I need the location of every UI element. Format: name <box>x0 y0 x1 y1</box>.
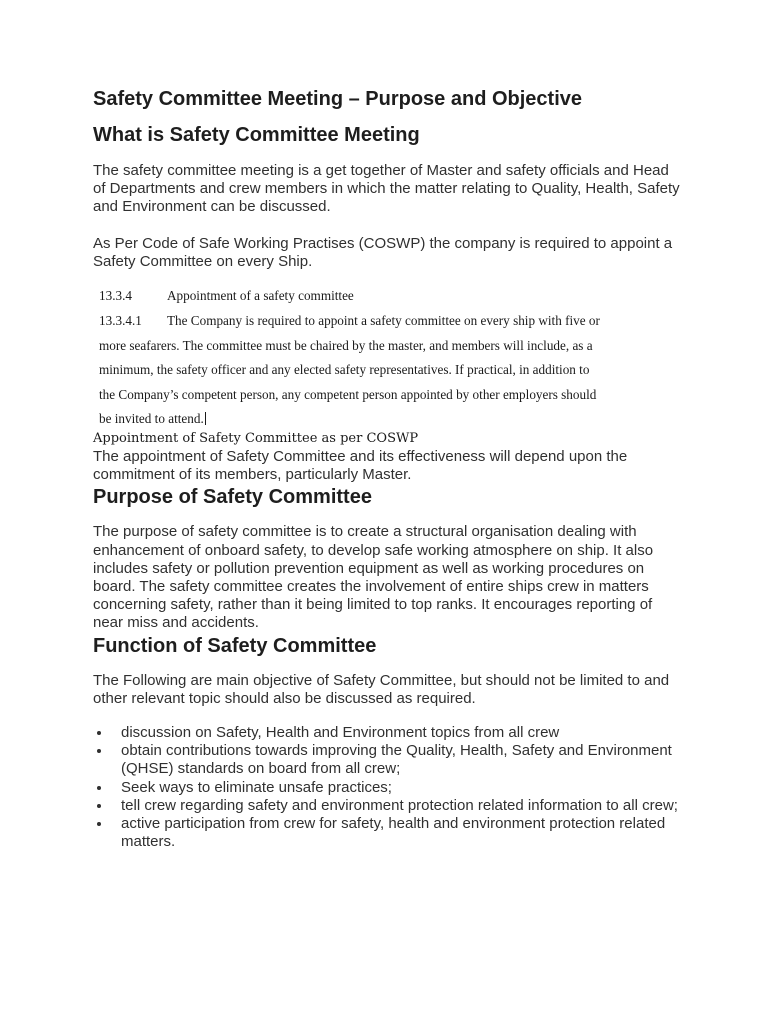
heading-function: Function of Safety Committee <box>93 634 377 657</box>
bullet-icon <box>97 804 101 808</box>
excerpt-line: minimum, the safety officer and any elected safety representatives. If practical, in addition to <box>99 362 590 378</box>
list-item: discussion on Safety, Health and Environment topics from all crew <box>93 724 683 742</box>
list-item: obtain contributions towards improving the Quality, Health, Safety and Environment (QHSE) standards on board from all crew; <box>93 742 683 778</box>
excerpt-line: be invited to attend. <box>99 411 204 427</box>
list-item: Seek ways to eliminate unsafe practices; <box>93 779 683 797</box>
excerpt-section-title: Appointment of a safety committee <box>167 288 354 304</box>
heading-purpose: Purpose of Safety Committee <box>93 486 372 509</box>
excerpt-section-number: 13.3.4 <box>99 288 132 304</box>
text-cursor <box>205 412 206 425</box>
paragraph-coswp: As Per Code of Safe Working Practises (COSWP) the company is required to appoint a Safety Committee on every Ship. <box>93 234 673 270</box>
bullet-icon <box>97 749 101 753</box>
list-item: active participation from crew for safety, health and environment protection related matters. <box>93 815 683 851</box>
excerpt-line: 13.3.4.1 The Company is required to appoint a safety committee on every ship with five or <box>99 309 683 334</box>
bullet-icon <box>97 822 101 826</box>
excerpt-line: the Company’s competent person, any competent person appointed by other employers should <box>99 386 597 402</box>
document-page <box>93 86 683 851</box>
bullet-icon <box>97 731 101 735</box>
coswp-excerpt-image <box>99 287 683 432</box>
excerpt-caption: Appointment of Safety Committee as per COSWP <box>93 430 419 446</box>
objectives-list <box>93 724 683 851</box>
excerpt-line: more seafarers. The committee must be chaired by the master, and members will include, as a <box>99 337 593 353</box>
list-item: tell crew regarding safety and environment protection related information to all crew; <box>93 797 683 815</box>
excerpt-section-heading <box>99 287 683 305</box>
page-title: Safety Committee Meeting – Purpose and Objective <box>93 88 583 110</box>
bullet-icon <box>97 786 101 790</box>
paragraph-intro: The safety committee meeting is a get together of Master and safety officials and Head of Departments and crew members in which the matter relating to Quality, Health, Safety and Environment can be discussed. <box>93 162 680 216</box>
heading-what-is: What is Safety Committee Meeting <box>93 124 420 146</box>
excerpt-clause-number: 13.3.4.1 <box>99 313 142 329</box>
paragraph-function-intro: The Following are main objective of Safety Committee, but should not be limited to and other relevant topic should also be discussed as required. <box>93 671 670 707</box>
paragraph-purpose: The purpose of safety committee is to create a structural organisation dealing with enhancement of onboard safety, to develop safe working atmosphere on ship. It also includes safety or pollution prevention equipment as well as working procedures on board. The safety committee creates the involvement of entire ships crew in matters concerning safety, rather than it being limited to top ranks. It encourages reporting of near miss and accidents. <box>93 523 654 632</box>
paragraph-effectiveness: The appointment of Safety Committee and its effectiveness will depend upon the commitment of its members, particularly Master. <box>93 447 628 484</box>
